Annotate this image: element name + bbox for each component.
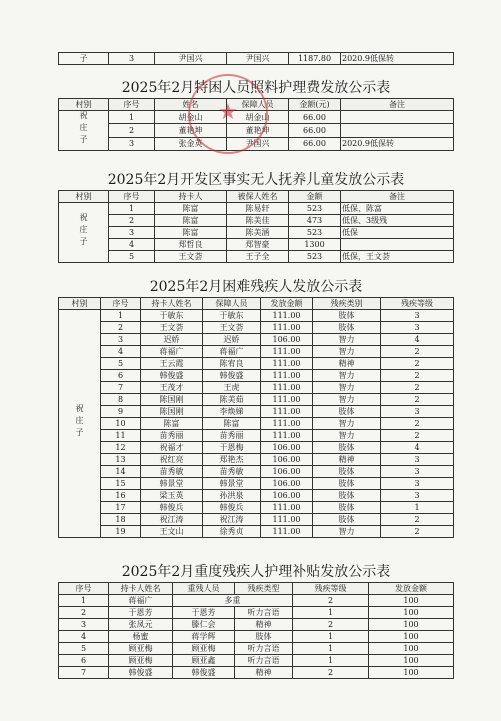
table-cell: 尹国兴 [227,53,289,65]
table-cell: 1 [109,203,155,215]
table-cell: 106.00 [261,478,313,490]
table-row [59,526,454,538]
table-cell: 肢体 [313,310,381,322]
table-cell: 7 [59,667,109,679]
table-cell: 村别 [59,99,109,111]
table-cell: 发放金额 [369,583,454,595]
table-cell: 王子全 [227,251,289,263]
table-cell: 蒋学辉 [173,631,235,643]
table-cell: 111.00 [261,322,313,334]
table-row [59,215,454,227]
table-cell: 9 [101,406,141,418]
table-cell: 2 [101,322,141,334]
table-cell: 尹国兴 [155,53,227,65]
table-cell: 2 [293,595,369,607]
table-cell: 4 [109,239,155,251]
table-cell: 持卡人姓名 [109,583,173,595]
table-row [59,358,454,370]
table-cell: 持卡人 [155,191,227,203]
table-cell: 1 [59,595,109,607]
table-cell: 韩俊盛 [203,370,261,382]
table-cell: 于敏东 [203,310,261,322]
table-cell: 智力 [313,346,381,358]
table-cell: 111.00 [261,346,313,358]
table-cell [59,203,109,263]
table-cell: 祝江涛 [141,514,203,526]
table-cell: 保障人员 [227,99,289,111]
table-cell: 张凤元 [109,619,173,631]
table-cell: 陈国刚 [141,406,203,418]
table-cell: 陈美佳 [227,215,289,227]
table-cell: 残疾类别 [313,298,381,310]
table-cell: 肢体 [313,490,381,502]
table-cell: 精神 [235,619,293,631]
header-row [59,298,454,310]
table-cell: 韩俊兵 [141,502,203,514]
table-cell: 2 [381,346,454,358]
table-cell: 111.00 [261,406,313,418]
table-cell: 持卡人姓名 [141,298,203,310]
table-cell: 祝江涛 [203,514,261,526]
table-cell: 祝福才 [141,442,203,454]
table-cell: 金额(元) [289,99,341,111]
header-row [59,191,454,203]
table-cell [59,310,101,538]
table-cell: 子 [59,53,109,65]
table-cell: 3 [381,406,454,418]
table-cell: 7 [101,382,141,394]
table-cell: 智力 [313,394,381,406]
table-row [59,406,454,418]
table-cell: 滕仁会 [173,619,235,631]
table-cell: 郑智豪 [227,239,289,251]
table-cell: 陈易轩 [227,203,289,215]
table-cell: 董艳坤 [227,124,289,137]
section4-title: 2025年2月重度残疾人护理补贴发放公示表 [121,564,391,580]
table-cell: 3 [381,454,454,466]
table-cell: 苗秀敏 [141,466,203,478]
table-cell: 顾亚鑫 [173,655,235,667]
table-cell: 精神 [313,358,381,370]
table-cell: 6 [101,370,141,382]
table-cell: 王文山 [141,526,203,538]
table-row [59,607,454,619]
table-row [59,382,454,394]
table-cell: 523 [289,203,341,215]
table-cell: 张金英 [155,137,227,150]
table-cell: 王云霞 [141,358,203,370]
table-cell: 蒋福广 [109,595,173,607]
table-cell [341,111,454,124]
table-cell: 106.00 [261,490,313,502]
table-cell: 3 [381,490,454,502]
village-name: 祝庄子 [75,404,84,440]
table-cell: 2 [293,619,369,631]
table-row [59,595,454,607]
table-cell: 陈富 [155,203,227,215]
table-cell: 智力 [313,418,381,430]
table-cell: 韩俊盛 [109,667,173,679]
table-cell: 王文荟 [203,322,261,334]
table-cell: 2 [109,215,155,227]
section2-table [58,190,454,263]
table-cell: 陈富 [155,227,227,239]
table-cell: 肢体 [313,478,381,490]
table-cell: 顾亚梅 [109,655,173,667]
table-cell: 100 [369,655,454,667]
table-cell: 19 [101,526,141,538]
table-row [59,490,454,502]
table-cell: 18 [101,514,141,526]
section4-table [58,582,454,679]
table-cell: 智力 [313,382,381,394]
table-cell: 523 [289,227,341,239]
table-cell: 蒋福广 [141,346,203,358]
table-cell: 肢体 [313,442,381,454]
table-cell: 蒋福广 [203,346,261,358]
table-cell: 低保、3级残 [341,215,454,227]
table-cell: 13 [101,454,141,466]
official-seal: ★ [188,74,268,154]
table-cell: 2 [381,514,454,526]
table-row [59,322,454,334]
table-cell: 106.00 [261,454,313,466]
header-row [59,583,454,595]
table-cell: 陈美茹 [203,394,261,406]
table-cell: 3 [109,227,155,239]
table-cell: 郑哲良 [155,239,227,251]
table-cell: 肢体 [313,466,381,478]
table-cell: 100 [369,595,454,607]
table-cell: 孙洪泉 [203,490,261,502]
table-cell: 苗秀丽 [141,430,203,442]
table-row [59,53,454,65]
table-cell: 序号 [109,99,155,111]
table-cell: 111.00 [261,418,313,430]
table-cell: 2 [381,382,454,394]
table-cell: 8 [101,394,141,406]
table-cell: 16 [101,490,141,502]
table-cell: 重残人员 [173,583,235,595]
section2-title: 2025年2月开发区事实无人抚养儿童发放公示表 [107,172,405,188]
section3-title: 2025年2月困难残疾人发放公示表 [149,279,363,295]
table-cell: 村别 [59,191,109,203]
table-cell: 2 [381,394,454,406]
table-row [59,454,454,466]
table-cell: 4 [101,346,141,358]
table-cell: 1 [109,111,155,124]
table-cell: 于恩梅 [203,442,261,454]
table-cell: 1 [101,310,141,322]
table-cell: 发放金额 [261,298,313,310]
table-cell: 3 [59,619,109,631]
table-cell: 106.00 [261,442,313,454]
table-cell: 2 [59,607,109,619]
table-cell: 王文荟 [141,322,203,334]
table-cell [341,124,454,137]
table-cell: 低保 [341,227,454,239]
table-cell: 陈宥良 [203,358,261,370]
table-cell: 111.00 [261,370,313,382]
table-cell: 听力言语 [235,607,293,619]
table-cell: 备注 [341,99,454,111]
table-cell: 5 [109,251,155,263]
table-cell: 100 [369,643,454,655]
table-row [59,394,454,406]
table-cell: 村别 [59,298,101,310]
table-cell: 111.00 [261,526,313,538]
table-row [59,643,454,655]
table-cell: 1 [293,655,369,667]
table-cell: 保障人员 [203,298,261,310]
table-row [59,346,454,358]
table-cell: 100 [369,619,454,631]
table-cell: 1 [381,502,454,514]
table-cell: 4 [59,631,109,643]
table-cell: 陈富 [203,418,261,430]
table-cell: 被保人姓名 [227,191,289,203]
table-cell: 韩俊盛 [173,667,235,679]
table-row [59,667,454,679]
table-cell: 王虎 [203,382,261,394]
table-cell: 肢体 [313,514,381,526]
table-cell: 智力 [313,526,381,538]
table-row [59,227,454,239]
table-cell: 1300 [289,239,341,251]
table-cell: 顾亚梅 [109,643,173,655]
table-cell: 胡金山 [227,111,289,124]
table-row [59,478,454,490]
table-cell: 精神 [235,667,293,679]
table-row [59,370,454,382]
table-cell: 王文荟 [155,251,227,263]
table-cell: 残疾等级 [293,583,369,595]
table-cell: 精神 [313,454,381,466]
table-cell: 王茂才 [141,382,203,394]
table-cell: 111.00 [261,394,313,406]
table-row [59,442,454,454]
table-cell [59,111,109,151]
table-cell: 100 [369,607,454,619]
table-cell: 金额 [289,191,341,203]
table-cell: 肢体 [235,631,293,643]
table-row [59,251,454,263]
table-cell: 3 [381,466,454,478]
table-cell: 2 [381,358,454,370]
table-row [59,430,454,442]
table-cell: 10 [101,418,141,430]
table-cell: 111.00 [261,430,313,442]
table-cell: 12 [101,442,141,454]
table-cell: 66.00 [289,111,341,124]
table-cell: 残疾类型 [235,583,293,595]
table-cell: 陈美涵 [227,227,289,239]
table-row [59,631,454,643]
table-cell: 序号 [101,298,141,310]
table-cell: 董艳坤 [155,124,227,137]
table-cell: 迟娇 [141,334,203,346]
top-remnant-table [58,52,454,65]
table-cell: 序号 [109,191,155,203]
table-cell: 2 [109,124,155,137]
table-cell: 韩景堂 [141,478,203,490]
village-name: 祝庄子 [79,213,88,249]
table-cell: 于恩芳 [173,607,235,619]
table-cell: 苗秀敏 [203,466,261,478]
table-row [59,310,454,322]
table-cell: 4 [381,442,454,454]
table-cell: 听力言语 [235,643,293,655]
table-cell: 106.00 [261,466,313,478]
table-cell: 智力 [313,430,381,442]
table-cell: 66.00 [289,137,341,150]
table-cell: 于敏东 [141,310,203,322]
table-cell: 111.00 [261,358,313,370]
table-cell: 祝红亮 [141,454,203,466]
table-cell: 1 [293,607,369,619]
table-cell: 陈富 [141,418,203,430]
table-cell: 肢体 [313,406,381,418]
table-cell: 韩俊盛 [141,370,203,382]
table-cell: 杨蜜 [109,631,173,643]
table-cell: 徐秀贞 [203,526,261,538]
table-cell: 17 [101,502,141,514]
table-cell: 3 [109,137,155,150]
table-cell: 523 [289,251,341,263]
table-cell: 15 [101,478,141,490]
table-row [59,502,454,514]
table-cell: 多重 [173,595,293,607]
table-cell: 2 [381,418,454,430]
table-cell: 梁玉英 [141,490,203,502]
table-cell: 韩俊兵 [203,502,261,514]
village-name: 祝庄子 [79,111,88,147]
table-cell: 备注 [341,191,454,203]
table-cell: 李焕娣 [203,406,261,418]
table-cell: 迟娇 [203,334,261,346]
table-row [59,619,454,631]
table-cell: 6 [59,655,109,667]
table-row [59,466,454,478]
table-cell: 5 [101,358,141,370]
table-cell: 肢体 [313,322,381,334]
table-cell: 尹国兴 [227,137,289,150]
table-cell: 2 [381,370,454,382]
table-cell: 111.00 [261,382,313,394]
table-cell: 智力 [313,370,381,382]
table-cell: 韩景堂 [203,478,261,490]
table-cell: 100 [369,631,454,643]
table-cell [341,239,454,251]
table-cell: 111.00 [261,310,313,322]
table-cell: 473 [289,215,341,227]
table-cell: 智力 [313,334,381,346]
table-cell: 郑艳杰 [203,454,261,466]
table-cell: 14 [101,466,141,478]
table-cell: 2020.9低保转 [341,53,454,65]
table-cell: 3 [381,322,454,334]
table-cell: 111.00 [261,502,313,514]
table-row [59,655,454,667]
table-cell: 序号 [59,583,109,595]
table-cell: 2 [381,526,454,538]
table-cell: 1 [293,631,369,643]
table-cell: 2 [381,430,454,442]
table-cell: 低保，王文荟 [341,251,454,263]
table-row [59,334,454,346]
table-cell: 1187.80 [289,53,341,65]
table-cell: 苗秀丽 [203,430,261,442]
table-cell: 肢体 [313,502,381,514]
table-cell: 陈富 [155,215,227,227]
table-cell: 3 [101,334,141,346]
table-row [59,514,454,526]
table-cell: 66.00 [289,124,341,137]
table-row [59,418,454,430]
table-cell: 3 [109,53,155,65]
table-cell: 陈国刚 [141,394,203,406]
table-cell: 2 [293,667,369,679]
table-cell: 2020.9低保转 [341,137,454,150]
section3-table [58,297,454,538]
table-cell: 听力言语 [235,655,293,667]
table-cell: 106.00 [261,334,313,346]
table-cell: 5 [59,643,109,655]
table-cell: 顾亚梅 [173,643,235,655]
table-cell: 1 [293,643,369,655]
table-cell: 残疾等级 [381,298,454,310]
table-cell: 胡金山 [155,111,227,124]
table-cell: 100 [369,667,454,679]
table-cell: 3 [381,310,454,322]
table-cell: 姓名 [155,99,227,111]
table-cell: 111.00 [261,514,313,526]
section1-title: 2025年2月特困人员照料护理费发放公示表 [121,80,391,96]
table-cell: 11 [101,430,141,442]
table-cell: 于恩芳 [109,607,173,619]
table-cell: 3 [381,478,454,490]
table-row [59,203,454,215]
table-cell: 4 [381,334,454,346]
table-cell: 低保、陈富 [341,203,454,215]
table-row [59,239,454,251]
